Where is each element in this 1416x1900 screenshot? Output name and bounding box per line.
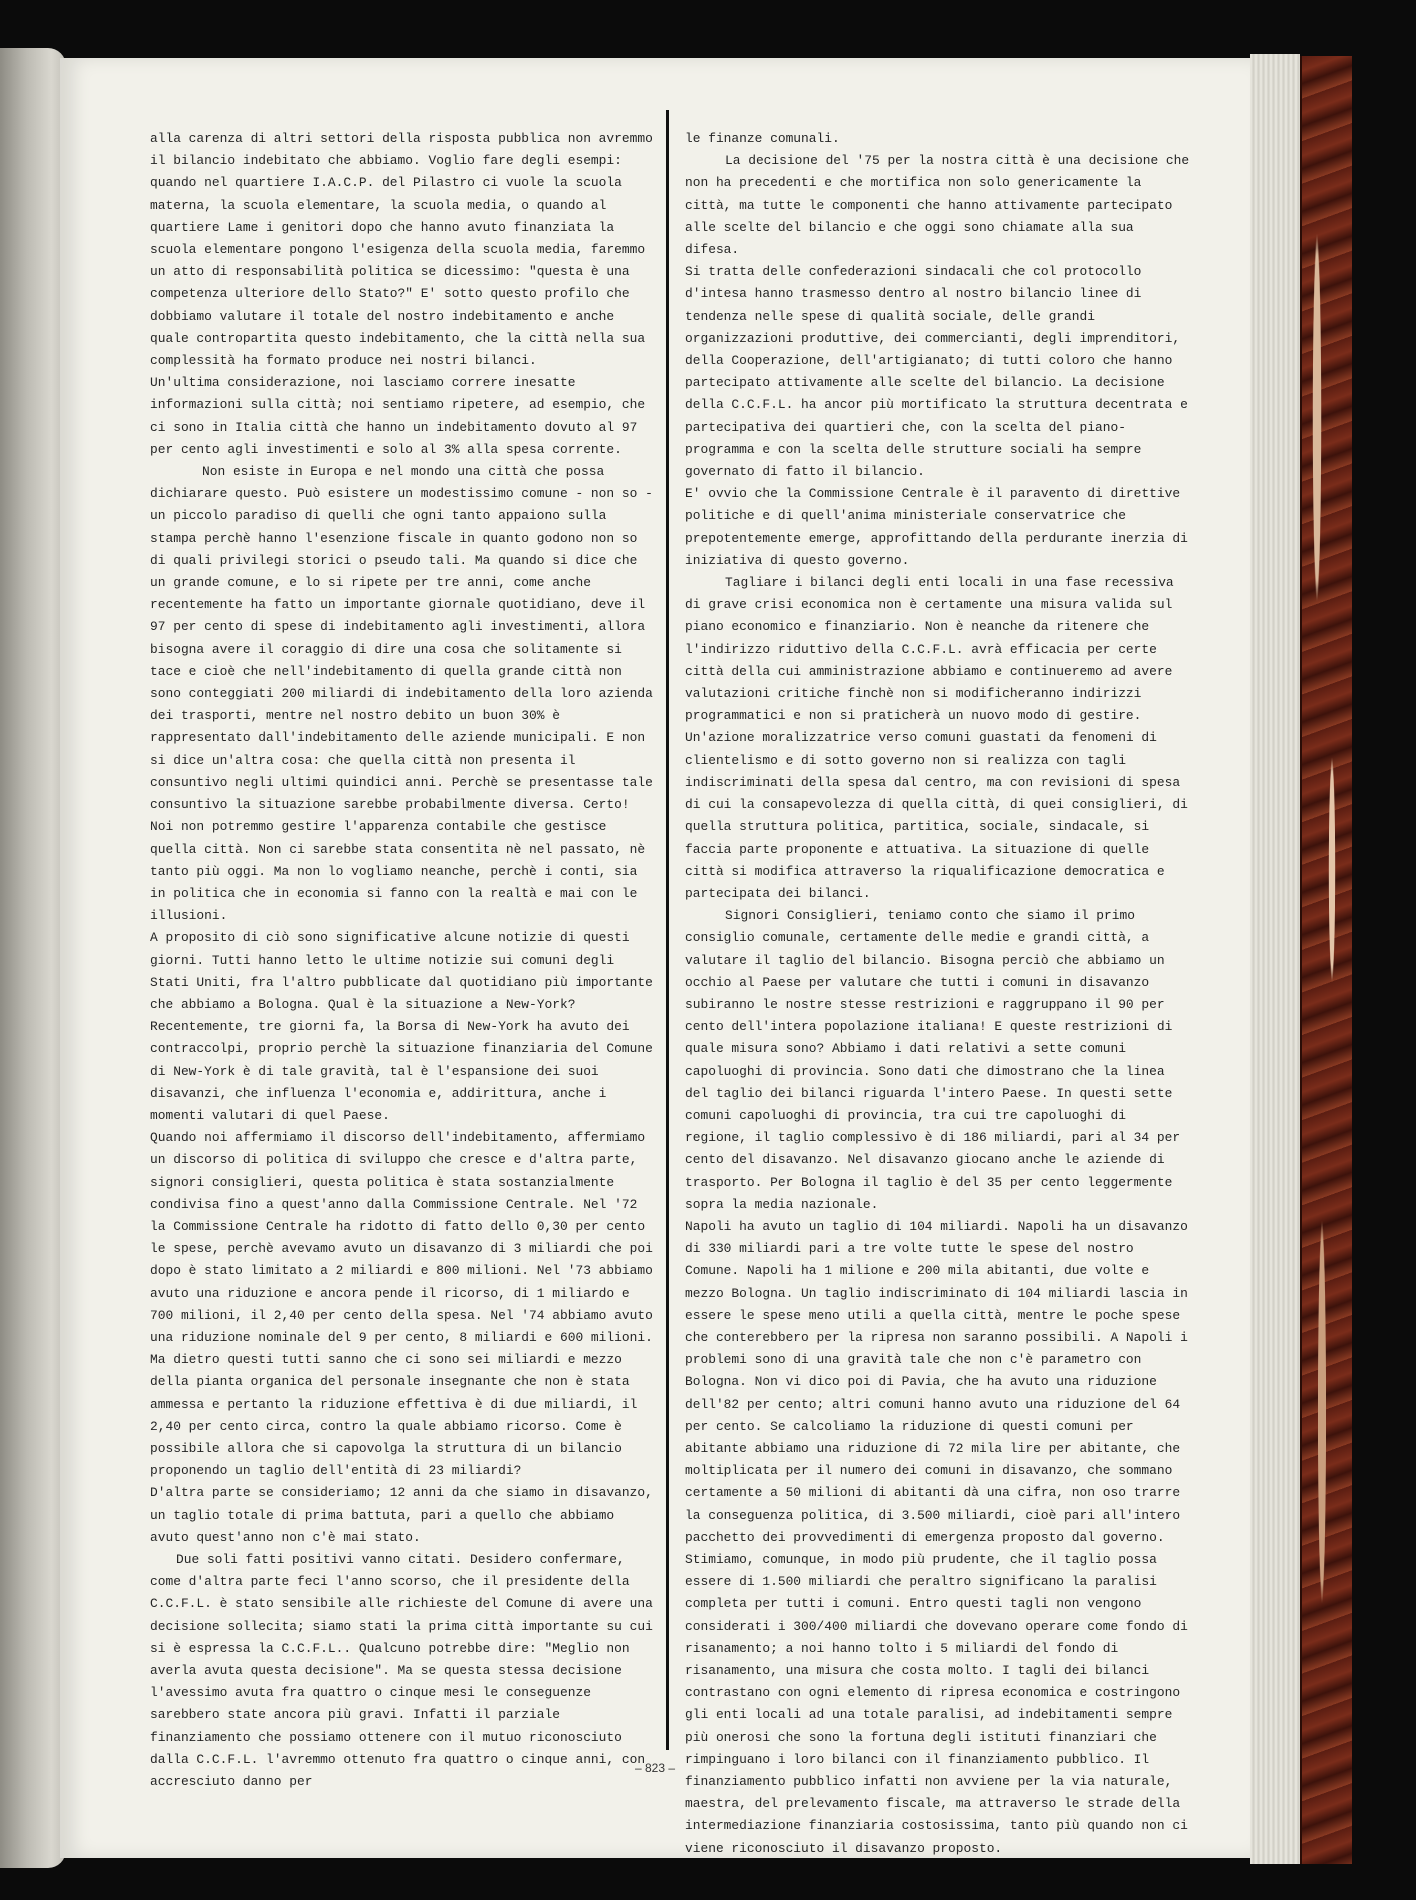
right-text-column [685,128,1195,1860]
left-text-column [150,128,660,1793]
left-paragraph-1: alla carenza di altri settori della risposta pubblica non avremmo il bilancio indebitato che abbiamo. Voglio fare degli esempi: quando nel quartiere I.A.C.P. del Pilastro ci vuole la scuola materna, la scuola elementare, la scuola media, o quando al quartiere Lame i genitori dopo che hanno avuto finanziata la scuola elementare pongono l'esigenza della scuola media, faremmo un atto di responsabilità politica se dicessimo: "questa è una competenza ulteriore dello Stato?" E' sotto questo profilo che dobbiamo valutare il totale del nostro indebitamento e anche quale contropartita questo indebitamento, che la città nella sua complessità ha formato produce nei nostri bilanci. [150,131,653,369]
facing-page-edge [0,48,66,1868]
left-paragraph-5: Quando noi affermiamo il discorso dell'indebitamento, affermiamo un discorso di politica di sviluppo che cresce e d'altra parte, signori consiglieri, questa politica è stata sostanzialmente condivisa fino a quest'anno dalla Commissione Centrale. Nel '72 la Commissione Centrale ha ridotto di fatto dello 0,30 per cento le spese, perchè avevamo avuto un disavanzo di 3 miliardi che poi dopo è stato limitato a 2 miliardi e 800 milioni. Nel '73 abbiamo avuto una riduzione e ancora pende il ricorso, di 1 miliardo e 700 milioni, il 2,40 per cento della spesa. Nel '74 abbiamo avuto una riduzione nominale del 9 per cento, 8 miliardi e 600 milioni. Ma dietro questi tutti sanno che ci sono sei miliardi e mezzo della pianta organica del personale insegnante che non è stata ammessa e pertanto la riduzione effettiva è di due miliardi, il 2,40 per cento circa, contro la quale abbiamo ricorso. Come è possibile allora che si capovolga la struttura di un bilancio proponendo un taglio dell'entità di 23 miliardi? [150,1130,653,1479]
right-paragraph-1: le finanze comunali. [685,131,840,146]
left-paragraph-3: Non esiste in Europa e nel mondo una città che possa dichiarare questo. Può esistere un modestissimo comune - non so - un piccolo paradiso di quelli che ogni tanto appaiono sulla stampa perchè hanno l'esenzione fiscale in quanto godono non so di quali privilegi storici o pseudo tali. Ma quando si dice che un grande comune, e lo si ripete per tre anni, come anche recentemente ha fatto un importante giornale quotidiano, deve il 97 per cento di spese di indebitamento agli investimenti, allora bisogna avere il coraggio di dire una cosa che solitamente si tace e cioè che nell'indebitamento di quella grande città non sono conteggiati 200 miliardi di indebitamento della loro azienda dei trasporti, mentre nel nostro debito un buon 30% è rappresentato dall'indebitamento delle aziende municipali. E non si dice un'altra cosa: che quella città non presenta il consuntivo negli ultimi quindici anni. Perchè se presentasse tale consuntivo la situazione sarebbe probabilmente diversa. Certo! Noi non potremmo gestire l'apparenza contabile che gestisce quella città. Non ci sarebbe stata consentita nè nel passato, nè tanto più oggi. Ma non lo vogliamo neanche, perchè i conti, sia in politica che in economia si fanno con la realtà e mai con le illusioni. [150,464,653,924]
left-paragraph-4: A proposito di ciò sono significative alcune notizie di questi giorni. Tutti hanno letto le ultime notizie sui comuni degli Stati Uniti, fra l'altro pubblicate dal quotidiano più importante che abbiamo a Bologna. Qual è la situazione a New-York? Recentemente, tre giorni fa, la Borsa di New-York ha avuto dei contraccolpi, proprio perchè la situazione finanziaria del Comune di New-York è di tale gravità, tal è l'espansione dei suoi disavanzi, che influenza l'economia e, addirittura, anche i momenti valutari di quel Paese. [150,930,653,1123]
page-number: – 823 – [634,1761,676,1775]
left-paragraph-7: Due soli fatti positivi vanno citati. Desidero confermare, come d'altra parte feci l'anno scorso, che il presidente della C.C.F.L. è stato sensibile alle richieste del Comune di avere una decisione sollecita; siamo stati la prima città importante su cui si è espressa la C.C.F.L.. Qualcuno potrebbe dire: "Meglio non averla avuta questa decisione". Ma se questa stessa decisione l'avessimo avuta fra quattro o cinque mesi le conseguenze sarebbero state ancora più gravi. Infatti il parziale finanziamento che possiamo ottenere con il mutuo riconosciuto dalla C.C.F.L. l'avremmo ottenuto fra quattro o cinque anni, con accresciuto danno per [150,1552,653,1790]
marbled-book-cover [1300,56,1352,1864]
left-paragraph-2: Un'ultima considerazione, noi lasciamo correre inesatte informazioni sulla città; noi sentiamo ripetere, ad esempio, che ci sono in Italia città che hanno un indebitamento dovuto al 97 per cento agli investimenti e solo al 3% alla spesa corrente. [150,375,646,457]
right-paragraph-7: Napoli ha avuto un taglio di 104 miliardi. Napoli ha un disavanzo di 330 miliardi pari a tre volte tutte le spese del nostro Comune. Napoli ha 1 milione e 200 mila abitanti, due volte e mezzo Bologna. Un taglio indiscriminato di 104 miliardi lascia in essere le spese meno utili a quella città, mentre le poche spese che conterebbero per la ripresa non saranno possibili. A Napoli i problemi sono di una gravità tale che non c'è parametro con Bologna. Non vi dico poi di Pavia, che ha avuto una riduzione dell'82 per cento; altri comuni hanno avuto una riduzione del 64 per cento. Se calcoliamo la riduzione di questi comuni per abitante abbiamo una riduzione di 72 mila lire per abitante, che moltiplicata per il numero dei comuni in disavanzo, che sommano certamente a 50 milioni di abitanti dà una cifra, non oso trarre la conseguenza politica, di 3.500 miliardi, cioè pari all'intero pacchetto dei provvedimenti di emergenza proposto dal governo. [685,1218,1188,1545]
right-paragraph-6: Signori Consiglieri, teniamo conto che siamo il primo consiglio comunale, certamente delle medie e grandi città, a valutare il taglio del bilancio. Bisogna perciò che abbiamo un occhio al Paese per valutare che tutti i comuni in disavanzo subiranno le nostre stesse restrizioni e raggruppano il 90 per cento dell'intera popolazione italiana! E queste restrizioni di quale misura sono? Abbiamo i dati relativi a sette comuni capoluoghi di provincia. Sono dati che dimostrano che la linea del taglio dei bilanci riguarda l'intero Paese. In questi sette comuni capoluoghi di provincia, tra cui tre capoluoghi di regione, il taglio complessivo è di 186 miliardi, pari al 34 per cento del disavanzo. Nel disavanzo giocano anche le aziende di trasporto. Per Bologna il taglio è del 35 per cento leggermente sopra la media nazionale. [685,908,1181,1212]
column-divider [666,110,669,1750]
right-paragraph-8: Stimiamo, comunque, in modo più prudente, che il taglio possa essere di 1.500 miliardi che peraltro significano la paralisi completa per tutti i comuni. Entro questi tagli non vengono considerati i 300/400 miliardi che dovevano operare come fondo di risanamento; a noi hanno tolto i 5 miliardi del fondo di risanamento, una misura che costa molto. I tagli dei bilanci contrastano con ogni elemento di ripresa economica e costringono gli enti locali ad una totale paralisi, ad indebitamenti sempre più onerosi che sono la fortuna degli istituti finanziari che rimpinguano i loro bilanci con il finanziamento pubblico. Il finanziamento pubblico infatti non avviene per la via naturale, maestra, del prelevamento fiscale, ma attraverso le strade della intermediazione finanziaria costosissima, tanto più quando non ci viene riconosciuto il disavanzo proposto. [685,1552,1188,1856]
document-page [60,58,1250,1858]
page-stack-edge [1250,54,1300,1864]
right-paragraph-2: La decisione del '75 per la nostra città è una decisione che non ha precedenti e che mortifica non solo genericamente la città, ma tutte le componenti che hanno attivamente partecipato alle scelte del bilancio e che oggi sono chiamate alla sua difesa. [685,153,1190,258]
left-paragraph-6: D'altra parte se consideriamo; 12 anni da che siamo in disavanzo, un taglio totale di prima battuta, pari a quello che abbiamo avuto quest'anno non c'è mai stato. [150,1485,653,1545]
right-paragraph-5: Tagliare i bilanci degli enti locali in una fase recessiva di grave crisi economica non è certamente una misura valida sul piano economico e finanziario. Non è neanche da ritenere che l'indirizzo riduttivo della C.C.F.L. avrà efficacia per certe città della cui amministrazione abbiamo e continueremo ad avere valutazioni critiche finchè non si modificheranno indirizzi programmatici e non si praticherà un nuovo modo di gestire. Un'azione moralizzatrice verso comuni guastati da fenomeni di clientelismo e di sotto governo non si realizza con tagli indiscriminati della spesa dal centro, ma con revisioni di spesa di cui la consapevolezza di quella città, di quei consiglieri, di quella struttura politica, partitica, sociale, sindacale, si faccia parte proponente e attuativa. La situazione di quelle città si modifica attraverso la riqualificazione democratica e partecipata dei bilanci. [685,575,1188,901]
right-paragraph-3: Si tratta delle confederazioni sindacali che col protocollo d'intesa hanno trasmesso dentro al nostro bilancio linee di tendenza nelle spese di qualità sociale, delle grandi organizzazioni produttive, dei commercianti, degli imprenditori, della Cooperazione, dell'artigianato; di tutti coloro che hanno partecipato attivamente alle scelte del bilancio. La decisione della C.C.F.L. ha ancor più mortificato la struttura decentrata e partecipativa dei quartieri che, con la scelta del piano-programma e con la scelta delle strutture sociali ha sempre governato di fatto il bilancio. [685,264,1188,480]
right-paragraph-4: E' ovvio che la Commissione Centrale è il paravento di direttive politiche e di quell'anima ministeriale conservatrice che prepotentemente emerge, approfittando della perdurante inerzia di iniziativa di questo governo. [685,486,1188,568]
